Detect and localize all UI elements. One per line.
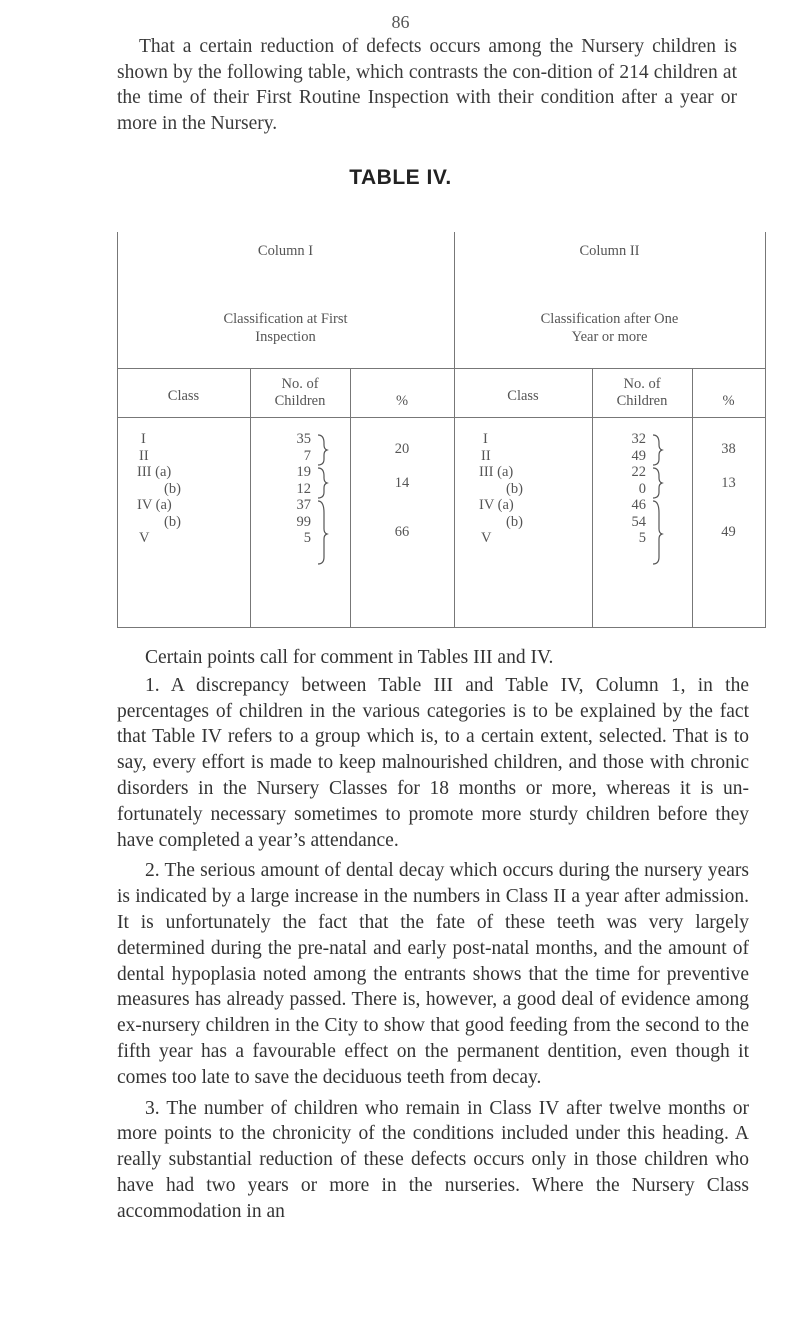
col2-number-list (622, 431, 646, 547)
column2-subheading-line2: Year or more (571, 329, 648, 345)
col2-class-row: V (481, 530, 492, 546)
col2-number-row: 54 (631, 513, 646, 530)
col1-number-header-line1: No. of (281, 376, 319, 392)
col1-percent-2: 14 (394, 475, 410, 491)
col1-brace-group-1 (318, 435, 327, 465)
col2-number-header-line1: No. of (623, 376, 661, 392)
col2-brace-group-1 (653, 435, 662, 465)
comment-point-3: 3. The number of children who remain in Class IV after twelve months or more points to the chronicity of the conditions included under this heading. A really substantial reduction of these defects occurs only in those children who have had two years or more in the nurseries. Where the Nursery Class accommodation in an (117, 1097, 749, 1222)
col2-percent-3: 49 (721, 524, 736, 540)
col1-number-row: 19 (296, 464, 311, 480)
col2-number-row: 49 (631, 447, 646, 464)
comment-intro: Certain points call for comment in Tables III and IV. (145, 647, 554, 668)
col1-number-row: 7 (303, 447, 311, 464)
col1-number-row: 5 (303, 530, 311, 546)
col1-brace-group-2 (318, 468, 327, 498)
col1-class-row: (b) (164, 513, 181, 530)
col1-class-header: Class (167, 388, 200, 404)
col1-class-row: V (139, 530, 150, 546)
comment-point-2: 2. The serious amount of dental decay which occurs during the nursery years is indicated by a large increase in the numbers in Class II a year after admission. It is unfortunately the fact that the fate of these teeth was very largely determined during the pre-natal and early post-natal months, and the amount of dental hypoplasia noted among the entrants shows that the time for preventive measures has already passed. There is, however, a good deal of evidence among ex-nursery children in the City to show that good feeding from the second to the fifth year has a favourable effect on the permanent dentition, even though it comes too late to save the deciduous teeth from decay. (117, 860, 749, 1088)
col1-number-row: 37 (296, 497, 311, 513)
table-bottom-rule (117, 627, 766, 628)
col1-class-row: (b) (164, 480, 181, 497)
col2-number-row: 46 (631, 497, 646, 513)
col2-class-list (479, 431, 523, 547)
table-iv (117, 232, 766, 628)
table-left-border (117, 232, 118, 628)
col2-number-row: 32 (631, 431, 646, 447)
col2-class-row: (b) (506, 480, 523, 497)
col1-percent-1: 20 (394, 441, 410, 457)
page-number: 86 (391, 12, 410, 32)
col1-brace-group-3 (318, 501, 327, 564)
col2-number-row: 22 (631, 464, 646, 480)
col1-number-header-line2: Children (274, 393, 326, 409)
table-subheader-rule (117, 417, 766, 418)
column2-heading: Column II (579, 243, 640, 259)
col1-class-row: IV (a) (137, 497, 172, 513)
col1-number-row: 12 (296, 480, 311, 497)
col2-number-row: 5 (638, 530, 646, 546)
col2-class-header: Class (507, 388, 539, 404)
col2-class-row: I (483, 431, 488, 447)
col1-percent-header: % (395, 393, 409, 409)
col1-number-row: 35 (296, 431, 311, 447)
col2-class-row: III (a) (479, 464, 514, 480)
table-header-rule (117, 368, 766, 369)
col2-brace-group-3 (653, 501, 662, 564)
column1-heading: Column I (257, 243, 314, 259)
table-right-border (765, 232, 766, 628)
col1-percent-3: 66 (394, 524, 410, 540)
col2-percent-header: % (722, 393, 735, 409)
col2-brace-group-2 (653, 468, 662, 498)
col1-class-row: II (139, 447, 149, 464)
col2-number-row: 0 (638, 480, 646, 497)
column1-subheading-line2: Inspection (255, 329, 316, 345)
col2-number-header-line2: Children (616, 393, 668, 409)
table-center-divider (454, 232, 455, 628)
column2-subheading-line1: Classification after One (540, 311, 679, 327)
col2-class-row: IV (a) (479, 497, 514, 513)
col2-class-row: II (481, 447, 491, 464)
col2-grouping-braces (650, 433, 664, 623)
col2-percent-1: 38 (721, 441, 736, 457)
col1-class-row: I (141, 431, 146, 447)
column1-subheading-line1: Classification at First (223, 311, 348, 327)
intro-paragraph: That a certain reduction of defects occurs among the Nursery children is shown by the following table, which contrasts the con-dition of 214 children at the time of their First Routine Inspection with their condition after a year or more in the Nursery. (117, 36, 737, 134)
col1-class-row: III (a) (137, 464, 172, 480)
col1-number-list (287, 431, 311, 547)
col1-number-row: 99 (296, 513, 311, 530)
col1-grouping-braces (315, 433, 329, 623)
comment-point-1: 1. A discrepancy between Table III and Table IV, Column 1, in the percentages of children in the various categories is to be explained by the fact that Table IV refers to a group which is, to a certain extent, selected. That is to say, every effort is made to keep malnourished children, and those with chronic disorders in the Nursery Classes for 18 months or more, whereas it is un-fortunately necessary sometimes to promote more sturdy children before they have completed a year’s attendance. (117, 674, 749, 851)
col2-percent-2: 13 (721, 475, 736, 491)
col1-class-list (137, 431, 181, 547)
col2-class-row: (b) (506, 513, 523, 530)
table-title: TABLE IV. (349, 166, 452, 189)
body-text (117, 645, 749, 1230)
